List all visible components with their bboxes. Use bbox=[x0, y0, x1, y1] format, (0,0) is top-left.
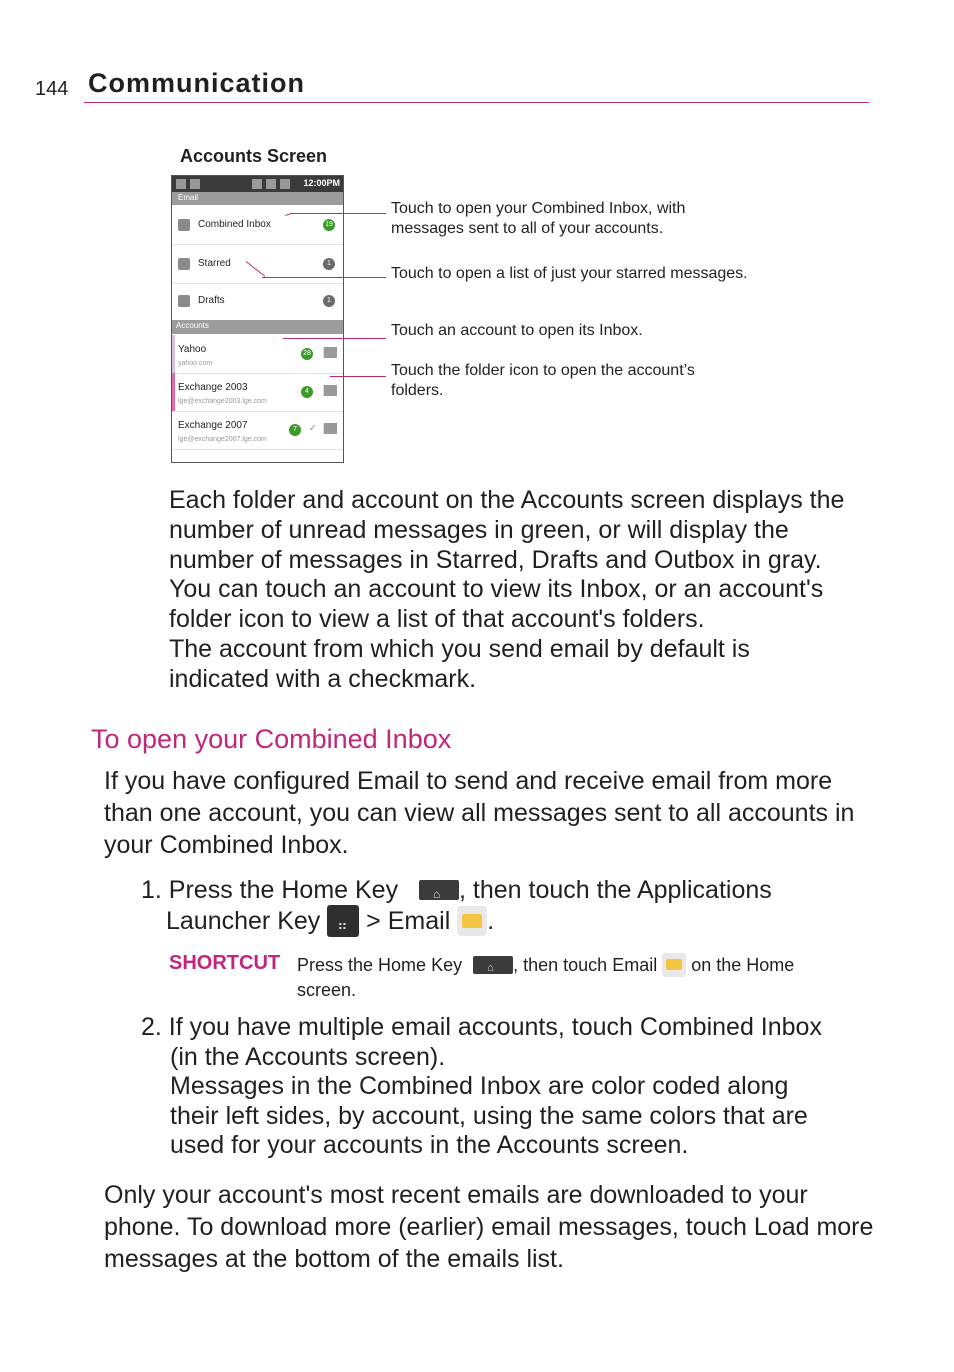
account-color-stripe bbox=[172, 373, 175, 411]
launcher-key-label: Launcher Key bbox=[166, 907, 321, 935]
step-2 bbox=[141, 1013, 881, 1161]
applications-key-label: Applications bbox=[636, 876, 772, 904]
wifi-icon bbox=[280, 179, 290, 189]
launcher-key-icon bbox=[327, 905, 359, 937]
section-title: Communication bbox=[88, 68, 306, 98]
notification-icon bbox=[176, 179, 186, 189]
account-address: yahoo.com bbox=[178, 360, 213, 367]
folder-icon[interactable] bbox=[323, 385, 337, 396]
step-text: , then touch the bbox=[459, 876, 637, 904]
default-checkmark-icon: ✓ bbox=[308, 423, 317, 434]
account-color-stripe bbox=[172, 335, 175, 373]
folder-icon[interactable] bbox=[323, 347, 337, 358]
home-key-label: Home Key bbox=[281, 876, 399, 904]
account-row-exchange-2003[interactable] bbox=[172, 373, 343, 412]
callout-leader bbox=[283, 338, 386, 339]
unread-count-badge: 7 bbox=[289, 424, 301, 436]
step-1-line-2 bbox=[166, 905, 886, 937]
step-text: their left sides, by account, using the same colors that are bbox=[170, 1101, 808, 1130]
callout-folder-icon: Touch the folder icon to open the account’s folders. bbox=[391, 362, 695, 399]
step-text: > bbox=[359, 907, 388, 935]
intro-line: You can touch an account to view its Inbox, or an account's bbox=[169, 575, 824, 604]
combined-inbox-icon bbox=[178, 219, 190, 231]
intro-line: indicated with a checkmark. bbox=[169, 664, 477, 693]
accounts-screen-screenshot bbox=[171, 175, 344, 463]
callout-leader bbox=[262, 277, 386, 278]
account-name: Yahoo bbox=[178, 344, 207, 355]
home-key-icon bbox=[473, 956, 513, 974]
closing-text: at the bottom of the emails list. bbox=[217, 1245, 564, 1273]
closing-text: Only your account's most recent emails are downloaded to your phone. To download more (earlier) email messages, touch bbox=[104, 1181, 808, 1241]
intro-line: Each folder and account on the Accounts screen displays the bbox=[169, 486, 845, 514]
combined-inbox-label: Combined Inbox bbox=[639, 1013, 822, 1041]
titlebar-label: Email bbox=[178, 193, 199, 202]
subheading: To open your Combined Inbox bbox=[91, 724, 452, 754]
shortcut-email: Email bbox=[612, 955, 658, 975]
shortcut-home-key: Home Key bbox=[378, 955, 463, 975]
unread-count-badge: 28 bbox=[301, 348, 313, 360]
account-row-yahoo[interactable] bbox=[172, 335, 343, 374]
intro-line: folder icon to view a list of that account's folders. bbox=[169, 605, 705, 634]
status-time: 12:00PM bbox=[303, 178, 340, 188]
subheading-body: If you have configured Email to send and receive email from more than one account, you can view all messages sent to all accounts in your Combined Inbox. bbox=[104, 767, 855, 859]
callout-leader bbox=[290, 213, 386, 214]
step-text: 1. Press the bbox=[141, 876, 282, 904]
folder-label: Drafts bbox=[198, 295, 225, 306]
email-label: Email bbox=[387, 907, 451, 935]
callout-account: Touch an account to open its Inbox. bbox=[391, 322, 643, 339]
shortcut-part: on the Home screen. bbox=[297, 955, 795, 1000]
notification-icon bbox=[190, 179, 200, 189]
callout-leader bbox=[330, 376, 386, 377]
intro-line: number of messages in Starred, Drafts and Outbox in gray. bbox=[169, 545, 822, 574]
folder-label: Combined Inbox bbox=[198, 219, 271, 230]
email-app-icon bbox=[457, 906, 487, 936]
shortcut-part: Press the bbox=[297, 955, 379, 975]
page-number: 144 bbox=[35, 78, 69, 100]
accounts-header-label: Accounts bbox=[176, 321, 209, 330]
home-key-icon bbox=[419, 880, 459, 900]
intro-line: The account from which you send email by default is bbox=[169, 634, 750, 663]
intro-line: number of unread messages in green, or will display the bbox=[169, 515, 789, 544]
folder-icon[interactable] bbox=[323, 423, 337, 434]
email-app-icon bbox=[662, 953, 686, 977]
callout-combined-inbox: Touch to open your Combined Inbox, with messages sent to all of your accounts. bbox=[391, 200, 686, 237]
folder-row-drafts[interactable] bbox=[172, 282, 343, 321]
closing-paragraph bbox=[104, 1179, 874, 1275]
account-row-exchange-2007[interactable] bbox=[172, 411, 343, 450]
accounts-section-header bbox=[172, 320, 343, 334]
account-address: lge@exchange2003.lge.com bbox=[178, 398, 267, 405]
step-text: . bbox=[487, 907, 495, 935]
load-more-messages-label: Load more messages bbox=[104, 1213, 874, 1273]
callout-starred: Touch to open a list of just your starred messages. bbox=[391, 265, 748, 282]
drafts-icon bbox=[178, 295, 190, 307]
intro-paragraph bbox=[169, 486, 844, 695]
figure-caption: Accounts Screen bbox=[180, 146, 328, 166]
count-badge: 1 bbox=[323, 258, 335, 270]
email-titlebar bbox=[172, 192, 343, 205]
unread-count-badge: 4 bbox=[301, 386, 313, 398]
step-text: (in the Accounts screen). bbox=[170, 1042, 446, 1071]
account-name: Exchange 2007 bbox=[178, 420, 248, 431]
status-bar bbox=[172, 176, 343, 192]
folder-row-combined-inbox[interactable] bbox=[172, 206, 343, 245]
star-icon bbox=[178, 258, 190, 270]
header-rule bbox=[84, 102, 869, 103]
account-address: lge@exchange2007.lge.com bbox=[178, 436, 267, 443]
shortcut-part: , then touch bbox=[513, 955, 613, 975]
count-badge: 1 bbox=[323, 295, 335, 307]
step-text: Messages in the Combined Inbox are color coded along bbox=[170, 1072, 789, 1100]
step-text: 2. If you have multiple email accounts, touch bbox=[141, 1013, 640, 1041]
step-1 bbox=[141, 876, 861, 906]
folder-row-starred[interactable] bbox=[172, 245, 343, 284]
unread-count-badge: 19 bbox=[323, 219, 335, 231]
step-text: used for your accounts in the Accounts screen. bbox=[170, 1131, 689, 1159]
account-name: Exchange 2003 bbox=[178, 382, 248, 393]
shortcut-text bbox=[297, 953, 857, 1003]
shortcut-label: SHORTCUT bbox=[169, 952, 281, 974]
battery-icon bbox=[266, 179, 276, 189]
folder-label: Starred bbox=[198, 258, 231, 269]
signal-icon bbox=[252, 179, 262, 189]
